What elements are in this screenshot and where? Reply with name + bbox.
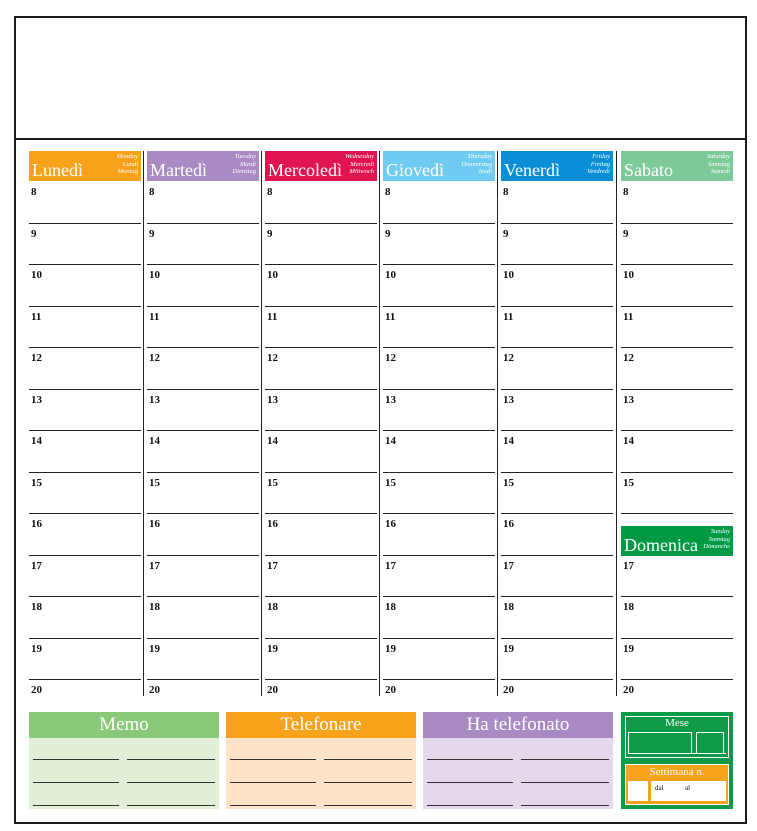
- hour-slot[interactable]: [621, 182, 733, 224]
- hour-label: 8: [623, 186, 629, 198]
- hour-label: 15: [503, 476, 514, 489]
- hour-label: 9: [31, 227, 37, 240]
- hour-slot[interactable]: [621, 473, 733, 515]
- write-line: [324, 805, 412, 806]
- hour-slot[interactable]: [501, 182, 613, 224]
- hour-slot[interactable]: [383, 556, 495, 598]
- hour-label: 11: [503, 310, 514, 323]
- hour-label: 20: [149, 684, 160, 696]
- day-header: [501, 151, 613, 181]
- alt-name: Jeudi: [477, 168, 492, 175]
- write-line: [127, 782, 215, 783]
- settimana-field[interactable]: [625, 764, 729, 805]
- hour-slots: [501, 182, 613, 700]
- column-divider: [616, 151, 617, 696]
- day-name: Mercoledì: [268, 160, 342, 180]
- write-line: [230, 782, 316, 783]
- hour-label: 19: [149, 642, 160, 655]
- panel-body-telefonare[interactable]: [226, 738, 416, 809]
- hour-slot[interactable]: [501, 224, 613, 266]
- alt-name: Wednesday: [344, 153, 374, 160]
- hour-label: 17: [623, 559, 634, 572]
- hour-slot[interactable]: [265, 265, 377, 307]
- mese-year-slot[interactable]: [696, 732, 724, 754]
- hour-label: 15: [267, 476, 278, 489]
- alt-name: Sonntag: [708, 535, 730, 543]
- hour-slot[interactable]: [147, 182, 259, 224]
- hour-slot[interactable]: [29, 473, 141, 515]
- al-label: al: [685, 784, 691, 792]
- hour-slot[interactable]: [29, 182, 141, 224]
- hour-slots: [147, 182, 259, 700]
- hour-label: 8: [31, 186, 37, 198]
- hour-label: 17: [385, 559, 396, 572]
- hour-slot[interactable]: [501, 348, 613, 390]
- column-divider: [379, 151, 380, 696]
- hour-label: 10: [503, 269, 514, 281]
- alt-name: Mardi: [239, 160, 256, 168]
- write-line: [33, 805, 119, 806]
- hour-slot[interactable]: [29, 680, 141, 700]
- hour-slot[interactable]: [265, 307, 377, 349]
- day-alt-names: [345, 153, 374, 176]
- hour-slot[interactable]: [147, 307, 259, 349]
- hour-label: 14: [623, 435, 634, 447]
- hour-label: 18: [503, 601, 514, 613]
- write-line: [230, 805, 316, 806]
- panel-title-ha-telefonato: Ha telefonato: [423, 712, 613, 738]
- alt-name: Dienstag: [232, 168, 256, 175]
- settimana-range-slot[interactable]: [651, 781, 726, 801]
- hour-label: 11: [31, 310, 42, 323]
- hour-slot[interactable]: [147, 265, 259, 307]
- hour-slot[interactable]: [147, 473, 259, 515]
- hour-label: 15: [385, 476, 396, 489]
- panel-memo[interactable]: [29, 712, 219, 809]
- panel-body-memo[interactable]: [29, 738, 219, 809]
- hour-label: 9: [385, 227, 391, 240]
- hour-slot[interactable]: [29, 348, 141, 390]
- month-week-box: [621, 712, 733, 809]
- hour-label: 13: [267, 393, 278, 406]
- hour-label: 13: [149, 393, 160, 406]
- alt-name: Lundi: [122, 160, 138, 168]
- hour-slot[interactable]: [265, 348, 377, 390]
- alt-name: Dimanche: [703, 543, 730, 550]
- hour-label: 18: [149, 601, 160, 613]
- hour-label: 20: [385, 684, 396, 696]
- alt-name: Friday: [592, 153, 610, 160]
- hour-slot[interactable]: [501, 390, 613, 432]
- day-alt-names: [461, 153, 492, 176]
- hour-slot[interactable]: [265, 680, 377, 700]
- write-line: [521, 782, 609, 783]
- hour-label: 10: [31, 269, 42, 281]
- hour-label: 11: [267, 310, 278, 323]
- write-line: [33, 782, 119, 783]
- hour-label: 14: [267, 435, 278, 447]
- hour-label: 20: [623, 684, 634, 696]
- hour-slot[interactable]: [147, 431, 259, 473]
- hour-slot[interactable]: [621, 639, 733, 681]
- alt-name: Tuesday: [234, 153, 256, 160]
- hour-slot[interactable]: [147, 680, 259, 700]
- hour-slots: [383, 182, 495, 700]
- hour-label: 18: [623, 601, 634, 613]
- hour-label: 14: [385, 435, 396, 447]
- hour-slot[interactable]: [265, 556, 377, 598]
- alt-name: Mercredi: [350, 160, 374, 168]
- hour-slot[interactable]: [621, 265, 733, 307]
- hour-label: 12: [149, 352, 160, 364]
- hour-slot[interactable]: [501, 431, 613, 473]
- hour-label: 12: [503, 352, 514, 364]
- alt-name: Donnerstag: [461, 160, 492, 168]
- hour-slot[interactable]: [501, 265, 613, 307]
- hour-label: 15: [31, 476, 42, 489]
- day-alt-names-sunday: [703, 528, 730, 551]
- hour-slot[interactable]: [621, 556, 733, 598]
- hour-slots: [621, 182, 733, 700]
- hour-label: 18: [267, 601, 278, 613]
- hour-label: 19: [503, 642, 514, 655]
- hour-label: 14: [149, 435, 160, 447]
- hour-slot[interactable]: [29, 307, 141, 349]
- write-line: [427, 805, 513, 806]
- hour-slot[interactable]: [265, 597, 377, 639]
- hour-slot[interactable]: [29, 265, 141, 307]
- hour-slot[interactable]: [383, 265, 495, 307]
- write-line: [230, 759, 316, 760]
- alt-name: Vendredi: [587, 168, 610, 175]
- day-header: [147, 151, 259, 181]
- day-name: Sabato: [624, 160, 673, 180]
- hour-slot[interactable]: [383, 307, 495, 349]
- hour-label: 16: [149, 518, 160, 530]
- write-line: [521, 759, 609, 760]
- alt-name: Samedi: [710, 168, 730, 175]
- hour-label: 16: [385, 518, 396, 530]
- write-line: [427, 782, 513, 783]
- hour-slot[interactable]: [383, 473, 495, 515]
- hour-label: 19: [267, 642, 278, 655]
- hour-label: 8: [267, 186, 273, 198]
- day-alt-names: [117, 153, 138, 176]
- hour-label: 16: [31, 518, 42, 530]
- hour-label: 13: [385, 393, 396, 406]
- write-line: [127, 759, 215, 760]
- hour-slot[interactable]: [383, 514, 495, 556]
- hour-slot[interactable]: [621, 680, 733, 700]
- hour-slot[interactable]: [501, 514, 613, 556]
- hour-label: 15: [623, 476, 634, 489]
- settimana-number-slot[interactable]: [628, 781, 648, 801]
- hour-label: 8: [385, 186, 391, 198]
- panel-title-memo: Memo: [29, 712, 219, 738]
- hour-slot[interactable]: [265, 431, 377, 473]
- day-alt-names: [587, 153, 610, 176]
- hour-label: 14: [31, 435, 42, 447]
- column-divider: [497, 151, 498, 696]
- hour-label: 17: [149, 559, 160, 572]
- hour-slot[interactable]: [383, 348, 495, 390]
- dal-label: dal: [655, 784, 664, 792]
- panel-title-telefonare: Telefonare: [226, 712, 416, 738]
- hour-slot[interactable]: [501, 556, 613, 598]
- hour-slot[interactable]: [265, 390, 377, 432]
- day-name: Martedì: [150, 160, 207, 180]
- hour-slot[interactable]: [147, 348, 259, 390]
- hour-label: 9: [623, 227, 629, 240]
- day-header: [29, 151, 141, 181]
- hour-slot[interactable]: [383, 639, 495, 681]
- day-column-3: [383, 151, 495, 696]
- day-column-2: [265, 151, 377, 696]
- day-header: [621, 151, 733, 181]
- hour-label: 8: [503, 186, 509, 198]
- hour-slot[interactable]: [147, 639, 259, 681]
- hour-slot[interactable]: [265, 514, 377, 556]
- hour-slot[interactable]: [147, 390, 259, 432]
- hour-slot[interactable]: [265, 639, 377, 681]
- day-column-0: [29, 151, 141, 696]
- hour-slot[interactable]: [383, 680, 495, 700]
- hour-label: 13: [503, 393, 514, 406]
- day-name-sunday: Domenica: [624, 535, 698, 555]
- day-header: [265, 151, 377, 181]
- hour-slot[interactable]: [621, 224, 733, 266]
- hour-slot[interactable]: [29, 431, 141, 473]
- hour-slot[interactable]: [29, 597, 141, 639]
- column-divider: [143, 151, 144, 696]
- hour-label: 12: [385, 352, 396, 364]
- alt-name: Freitag: [590, 160, 610, 168]
- hour-label: 11: [149, 310, 160, 323]
- hour-label: 11: [385, 310, 396, 323]
- hour-label: 12: [31, 352, 42, 364]
- hour-label: 19: [385, 642, 396, 655]
- panel-body-ha-telefonato[interactable]: [423, 738, 613, 809]
- write-line: [427, 759, 513, 760]
- hour-slot[interactable]: [383, 431, 495, 473]
- hour-label: 12: [623, 352, 634, 364]
- hour-slot[interactable]: [501, 307, 613, 349]
- hour-label: 19: [31, 642, 42, 655]
- hour-label: 19: [623, 642, 634, 655]
- hour-slot[interactable]: [501, 639, 613, 681]
- alt-name: Montag: [117, 168, 138, 175]
- day-alt-names: [707, 153, 730, 176]
- hour-slot[interactable]: [621, 307, 733, 349]
- hour-slot[interactable]: [29, 639, 141, 681]
- hour-slot[interactable]: [621, 431, 733, 473]
- write-line: [324, 782, 412, 783]
- day-name: Lunedì: [32, 160, 83, 180]
- hour-slot[interactable]: [265, 473, 377, 515]
- alt-name: Sunday: [710, 528, 730, 535]
- hour-slot[interactable]: [29, 514, 141, 556]
- hour-label: 16: [267, 518, 278, 530]
- hour-slot[interactable]: [29, 390, 141, 432]
- hour-label: 17: [503, 559, 514, 572]
- hour-label: 18: [31, 601, 42, 613]
- hour-slot[interactable]: [383, 224, 495, 266]
- hour-slot[interactable]: [29, 224, 141, 266]
- hour-slot[interactable]: [621, 390, 733, 432]
- alt-name: Saturday: [706, 153, 730, 160]
- hour-slot[interactable]: [621, 597, 733, 639]
- hour-label: 17: [267, 559, 278, 572]
- hour-slot[interactable]: [147, 556, 259, 598]
- hour-label: 10: [267, 269, 278, 281]
- day-column-4: [501, 151, 613, 696]
- write-line: [324, 759, 412, 760]
- hour-slot[interactable]: [501, 473, 613, 515]
- day-alt-names: [233, 153, 256, 176]
- day-header: [383, 151, 495, 181]
- hour-label: 11: [623, 310, 634, 323]
- alt-name: Mittwoch: [349, 168, 374, 175]
- alt-name: Monday: [116, 153, 138, 160]
- hour-label: 9: [503, 227, 509, 240]
- hour-label: 13: [623, 393, 634, 406]
- hour-slot[interactable]: [265, 224, 377, 266]
- hour-slots: [265, 182, 377, 700]
- hour-slot[interactable]: [147, 597, 259, 639]
- write-line: [33, 759, 119, 760]
- panel-ha-telefonato[interactable]: [423, 712, 613, 809]
- hour-slot[interactable]: [265, 182, 377, 224]
- alt-name: Samstag: [707, 160, 730, 168]
- day-column-1: [147, 151, 259, 696]
- hour-slot[interactable]: [383, 597, 495, 639]
- hour-label: 20: [503, 684, 514, 696]
- panel-telefonare[interactable]: [226, 712, 416, 809]
- hour-slot[interactable]: [621, 348, 733, 390]
- hour-label: 10: [149, 269, 160, 281]
- hour-slot[interactable]: [501, 680, 613, 700]
- hour-label: 10: [623, 269, 634, 281]
- hour-label: 17: [31, 559, 42, 572]
- hour-label: 20: [31, 684, 42, 696]
- hour-label: 18: [385, 601, 396, 613]
- alt-name: Thursday: [467, 153, 492, 160]
- day-header-sunday: [621, 526, 733, 556]
- hour-slot[interactable]: [147, 514, 259, 556]
- hour-slot[interactable]: [383, 390, 495, 432]
- hour-label: 9: [149, 227, 155, 240]
- hour-label: 10: [385, 269, 396, 281]
- hour-label: 9: [267, 227, 273, 240]
- write-line: [521, 805, 609, 806]
- write-line: [127, 805, 215, 806]
- hour-label: 15: [149, 476, 160, 489]
- hour-label: 8: [149, 186, 155, 198]
- day-name: Giovedì: [386, 160, 444, 180]
- hour-slot[interactable]: [501, 597, 613, 639]
- mese-line: [628, 753, 726, 754]
- hour-slot[interactable]: [383, 182, 495, 224]
- hour-label: 20: [267, 684, 278, 696]
- hour-slot[interactable]: [147, 224, 259, 266]
- hour-label: 12: [267, 352, 278, 364]
- mese-month-slot[interactable]: [628, 732, 692, 754]
- hour-label: 16: [503, 518, 514, 530]
- settimana-label: Settimana n.: [649, 766, 705, 778]
- hour-slots: [29, 182, 141, 700]
- column-divider: [261, 151, 262, 696]
- mese-field[interactable]: [625, 716, 729, 758]
- hour-label: 13: [31, 393, 42, 406]
- hour-label: 14: [503, 435, 514, 447]
- mese-label: Mese: [665, 717, 689, 729]
- header-blank-box: [16, 18, 745, 140]
- day-name: Venerdì: [504, 160, 560, 180]
- hour-slot[interactable]: [29, 556, 141, 598]
